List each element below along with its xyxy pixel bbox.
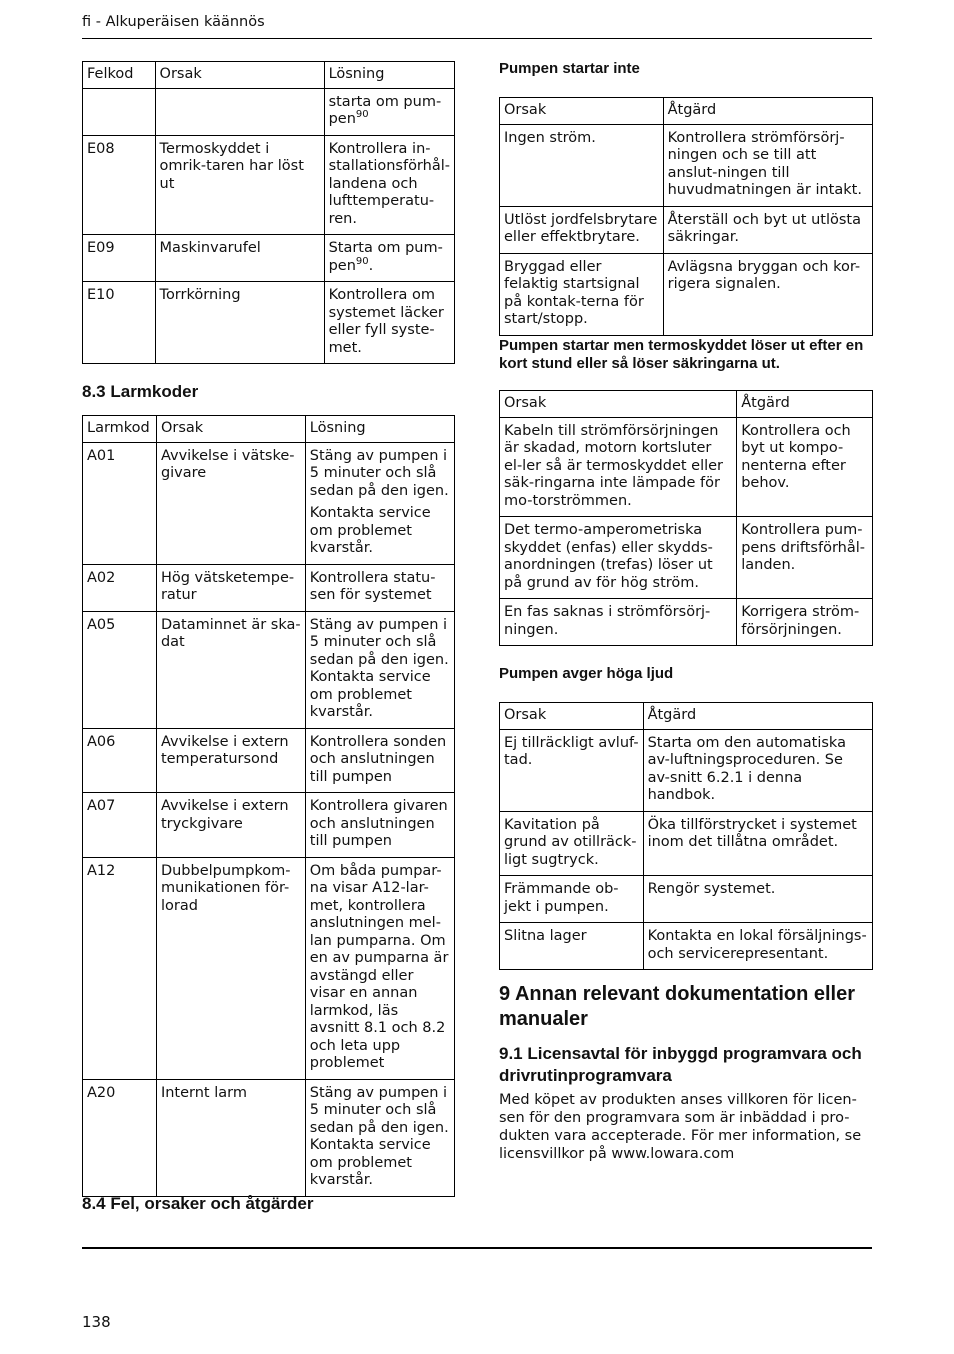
cause-cell: Ej tillräckligt avluf-tad. (500, 729, 644, 811)
table-row (500, 923, 873, 970)
action-cell: Kontrollera pum-pens driftsförhål-landen. (737, 517, 873, 599)
col-header-orsak: Orsak (156, 416, 305, 443)
alarm-cause-cell: Dubbelpumpkom-munikationen för-lorad (156, 857, 305, 1079)
fault-solution-cell (324, 282, 454, 364)
solution-paragraph: Kontakta service om problemet kvarstår. (309, 505, 431, 556)
alarm-code-cell: A12 (83, 857, 157, 1079)
action-cell: Avlägsna bryggan och kor-rigera signalen. (663, 253, 872, 335)
table-row (83, 793, 455, 858)
table-row (500, 599, 873, 646)
alarm-cause-cell: Hög vätsketempe-ratur (156, 564, 305, 611)
alarm-solution-cell (305, 728, 454, 793)
table-row (500, 811, 873, 876)
action-cell: Rengör systemet. (643, 876, 872, 923)
action-cell: Kontakta en lokal försäljnings- och servicerepresentant. (643, 923, 872, 970)
alarm-solution-cell (305, 1079, 454, 1196)
no-start-title: Pumpen startar inte (499, 60, 640, 77)
footnote-ref: 90 (355, 255, 369, 267)
table-row (83, 611, 455, 728)
cause-cell: Utlöst jordfelsbrytare eller effektbrytare. (500, 206, 664, 253)
fault-code-cell: E09 (83, 235, 156, 282)
solution-paragraph: Kontrollera givaren och anslutningen till pumpen (309, 798, 448, 849)
cause-cell: Kabeln till strömförsörjningen är skadad, motorn kortsluter el-ler så är termoskyddet eller säk-ringarna inte lämpade för mo-torströmmen. (500, 417, 737, 517)
alarm-code-cell: A05 (83, 611, 157, 728)
col-header-atgard: Åtgärd (737, 391, 873, 418)
alarm-solution-cell (305, 564, 454, 611)
solution-text: Starta om pum-pen (328, 240, 443, 274)
alarm-cause-cell: Avvikelse i vätske-givare (156, 442, 305, 564)
col-header-atgard: Åtgärd (643, 703, 872, 730)
col-header-orsak: Orsak (500, 98, 664, 125)
table-row (83, 88, 455, 135)
solution-tail: . (368, 257, 374, 274)
solution-paragraph: Stäng av pumpen i 5 minuter och slå sedan på den igen. (309, 447, 449, 499)
solution-text: starta om pum-pen (328, 93, 442, 127)
fault-code-cell: E10 (83, 282, 156, 364)
table-row (500, 517, 873, 599)
fault-solution-cell (324, 235, 454, 282)
table-row (83, 857, 455, 1079)
fault-cause-cell: Torrkörning (155, 282, 324, 364)
solution-paragraph: Kontrollera statu-sen för systemet (309, 569, 436, 603)
cause-cell: Bryggad eller felaktig startsignal på kontak-terna för start/stopp. (500, 253, 664, 335)
alarm-code-cell: A01 (83, 442, 157, 564)
cause-cell: Slitna lager (500, 923, 644, 970)
fault-code-cell (83, 88, 156, 135)
section-9-1-title: 9.1 Licensavtal för inbyggd programvara och drivrutinprogramvara (499, 1044, 862, 1085)
footnote-ref: 90 (355, 109, 369, 121)
cause-cell: Kavitation på grund av otillräck-ligt sugtryck. (500, 811, 644, 876)
table-row (83, 235, 455, 282)
page-number: 138 (82, 1313, 111, 1331)
col-header-orsak: Orsak (500, 703, 644, 730)
action-cell: Starta om den automatiska av-luftningsproceduren. Se av-snitt 6.2.1 i denna handbok. (643, 729, 872, 811)
col-header-orsak: Orsak (500, 391, 737, 418)
header-rule (82, 38, 872, 39)
table-row (83, 564, 455, 611)
table-row (500, 206, 873, 253)
solution-text: Kontrollera in-stallationsförhål-landena och lufttemperatu-ren. (328, 140, 450, 227)
col-header-felkod: Felkod (83, 62, 156, 89)
action-cell: Kontrollera strömförsörj-ningen och se till att anslut-ningen till huvudmatningen är intakt. (663, 124, 872, 206)
noise-title: Pumpen avger höga ljud (499, 665, 674, 682)
section-9-title: 9 Annan relevant dokumentation eller manualer (499, 983, 856, 1030)
col-header-orsak: Orsak (155, 62, 324, 89)
action-cell: Korrigera ström-försörjningen. (737, 599, 873, 646)
table-row (500, 124, 873, 206)
alarm-code-cell: A02 (83, 564, 157, 611)
alarm-cause-cell: Internt larm (156, 1079, 305, 1196)
alarm-cause-cell: Avvikelse i extern tryckgivare (156, 793, 305, 858)
cause-cell: En fas saknas i strömförsörj-ningen. (500, 599, 737, 646)
thermal-trip-title: Pumpen startar men termoskyddet löser ut efter en kort stund eller så löser säkringarna ut. (499, 337, 864, 372)
section-9-1-body: Med köpet av produkten anses villkoren för licen-sen för den programvara som är inbäddad i pro-dukten vara accepterade. För mer information, se licensvillkor på www.lowara.com (499, 1092, 862, 1162)
cause-cell: Det termo-amperometriska skyddet (enfas) eller skydds-anordningen (trefas) löser ut på grund av för hög ström. (500, 517, 737, 599)
cause-cell: Främmande ob-jekt i pumpen. (500, 876, 644, 923)
table-row (83, 442, 455, 564)
fault-solution-cell (324, 135, 454, 235)
alarm-cause-cell: Avvikelse i extern temperatursond (156, 728, 305, 793)
section-8-3-title: 8.3 Larmkoder (82, 382, 199, 401)
col-header-atgard: Åtgärd (663, 98, 872, 125)
alarm-solution-cell (305, 793, 454, 858)
col-header-losning: Lösning (305, 416, 454, 443)
running-header: fi - Alkuperäisen käännös (82, 14, 265, 30)
solution-text: Kontrollera om systemet läcker eller fyll syste-met. (328, 287, 444, 356)
col-header-losning: Lösning (324, 62, 454, 89)
alarm-solution-cell (305, 857, 454, 1079)
col-header-larmkod: Larmkod (83, 416, 157, 443)
solution-paragraph: Stäng av pumpen i 5 minuter och slå sedan på den igen. Kontakta service om problemet kvarstår. (309, 1084, 449, 1188)
action-cell: Återställ och byt ut utlösta säkringar. (663, 206, 872, 253)
fault-code-table (82, 61, 455, 364)
alarm-cause-cell: Dataminnet är ska-dat (156, 611, 305, 728)
alarm-code-cell: A06 (83, 728, 157, 793)
table-row (500, 729, 873, 811)
no-start-table (499, 97, 873, 336)
fault-cause-cell: Termoskyddet i omrik-taren har löst ut (155, 135, 324, 235)
alarm-solution-cell (305, 442, 454, 564)
fault-code-cell: E08 (83, 135, 156, 235)
cause-cell: Ingen ström. (500, 124, 664, 206)
table-row (500, 253, 873, 335)
footer-rule (82, 1247, 872, 1249)
fault-cause-cell (155, 88, 324, 135)
action-cell: Kontrollera och byt ut kompo-nenterna efter behov. (737, 417, 873, 517)
fault-solution-cell (324, 88, 454, 135)
solution-paragraph: Kontrollera sonden och anslutningen till pumpen (309, 733, 447, 785)
alarm-solution-cell (305, 611, 454, 728)
thermal-trip-table (499, 390, 873, 646)
table-row (500, 417, 873, 517)
solution-paragraph: Om båda pumpar-na visar A12-lar-met, kontrollera anslutningen mel-lan pumparna. Om en av pumparna är avstängd eller visar en annan larmkod, läs avsnitt 8.1 och 8.2 och leta upp problemet (309, 862, 449, 1071)
solution-paragraph: Stäng av pumpen i 5 minuter och slå sedan på den igen. Kontakta service om problemet kvarstår. (309, 616, 449, 720)
table-row (83, 1079, 455, 1196)
alarm-code-cell: A07 (83, 793, 157, 858)
table-row (83, 135, 455, 235)
table-row (83, 728, 455, 793)
noise-table (499, 702, 873, 970)
fault-cause-cell: Maskinvarufel (155, 235, 324, 282)
action-cell: Öka tillförstrycket i systemet inom det tillåtna området. (643, 811, 872, 876)
alarm-code-table (82, 415, 455, 1197)
table-row (500, 876, 873, 923)
section-8-4-title: 8.4 Fel, orsaker och åtgärder (82, 1194, 314, 1213)
alarm-code-cell: A20 (83, 1079, 157, 1196)
table-row (83, 282, 455, 364)
